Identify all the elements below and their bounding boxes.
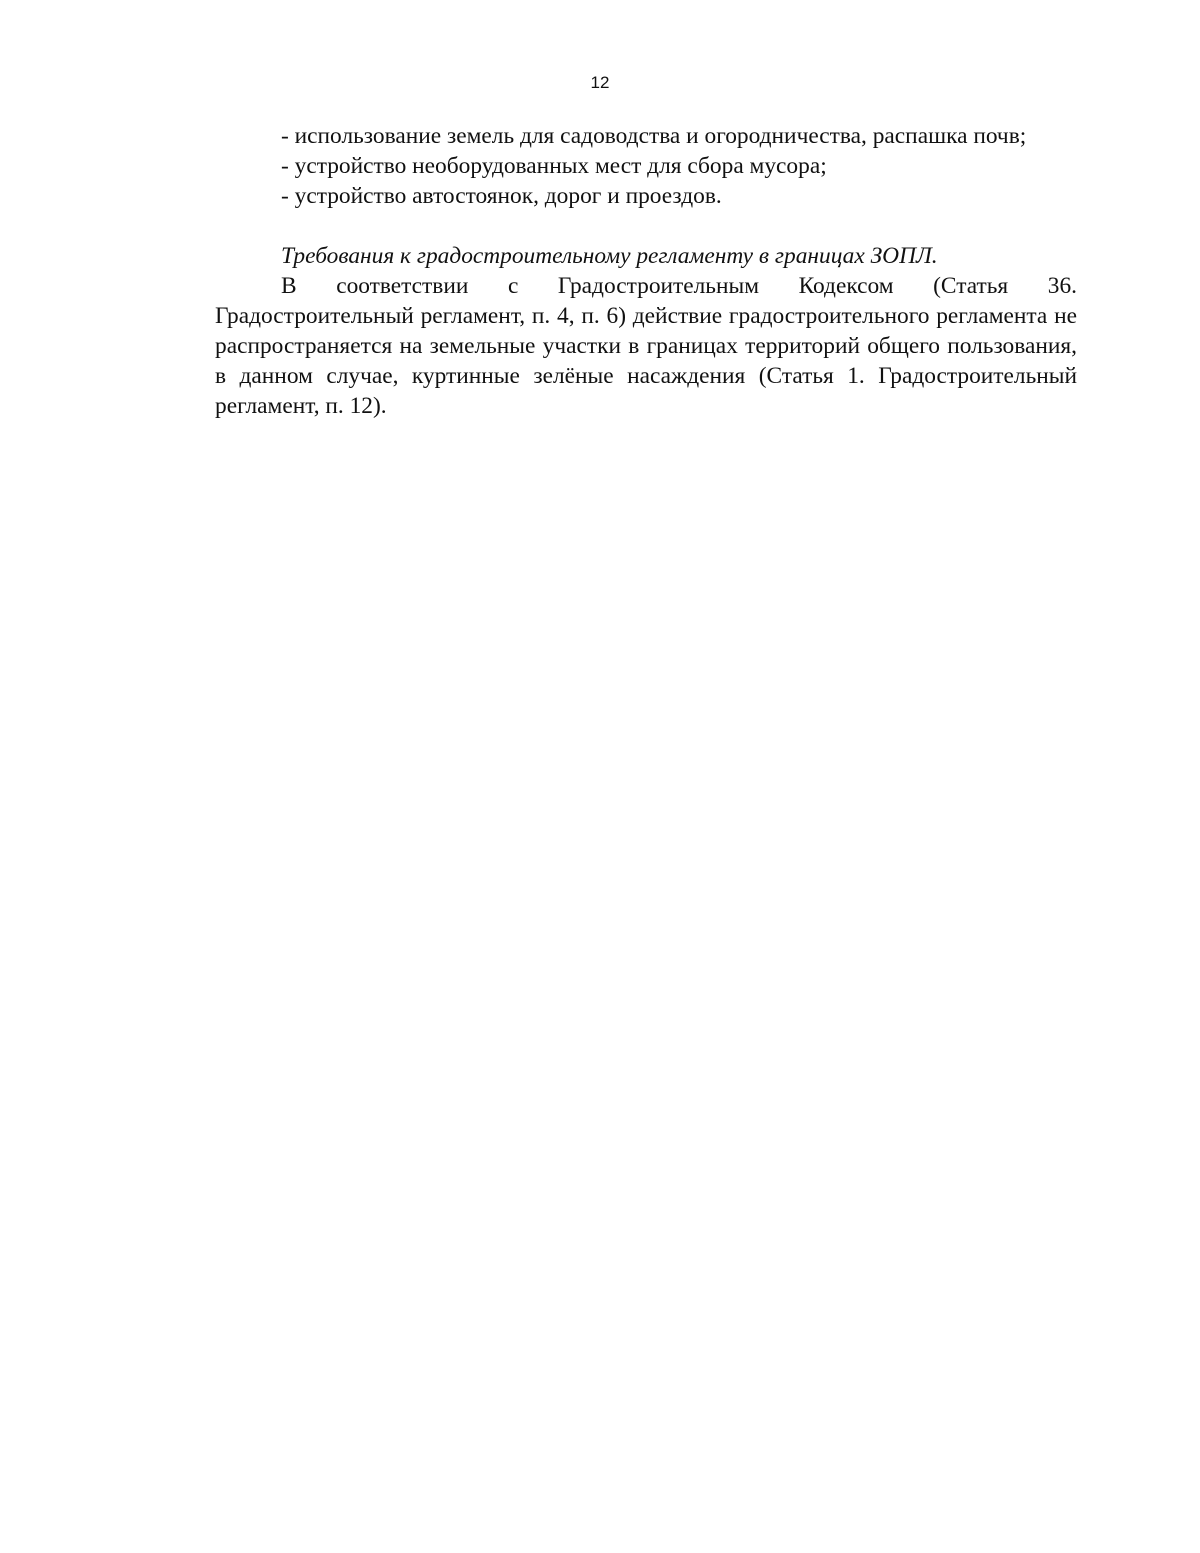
page-number: 12 [590, 73, 610, 92]
list-item: - использование земель для садоводства и огородничества, распашка почв; [281, 123, 1027, 149]
list-item: - устройство автостоянок, дорог и проездов. [281, 183, 722, 209]
document-body [215, 121, 1077, 421]
section-paragraph: В соответствии с Градостроительным Кодексом (Статья 36. Градостроительный регламент, п. 4, п. 6) действие градостроительного регламента не распространяется на земельные участки в границах территорий общего пользования, в данном случае, куртинные зелёные насаждения (Статья 1. Градостроительный регламент, п. 12). [215, 273, 1077, 419]
list-item: - устройство необорудованных мест для сбора мусора; [281, 153, 827, 179]
section-heading: Требования к градостроительному регламенту в границах ЗОПЛ. [281, 243, 938, 269]
